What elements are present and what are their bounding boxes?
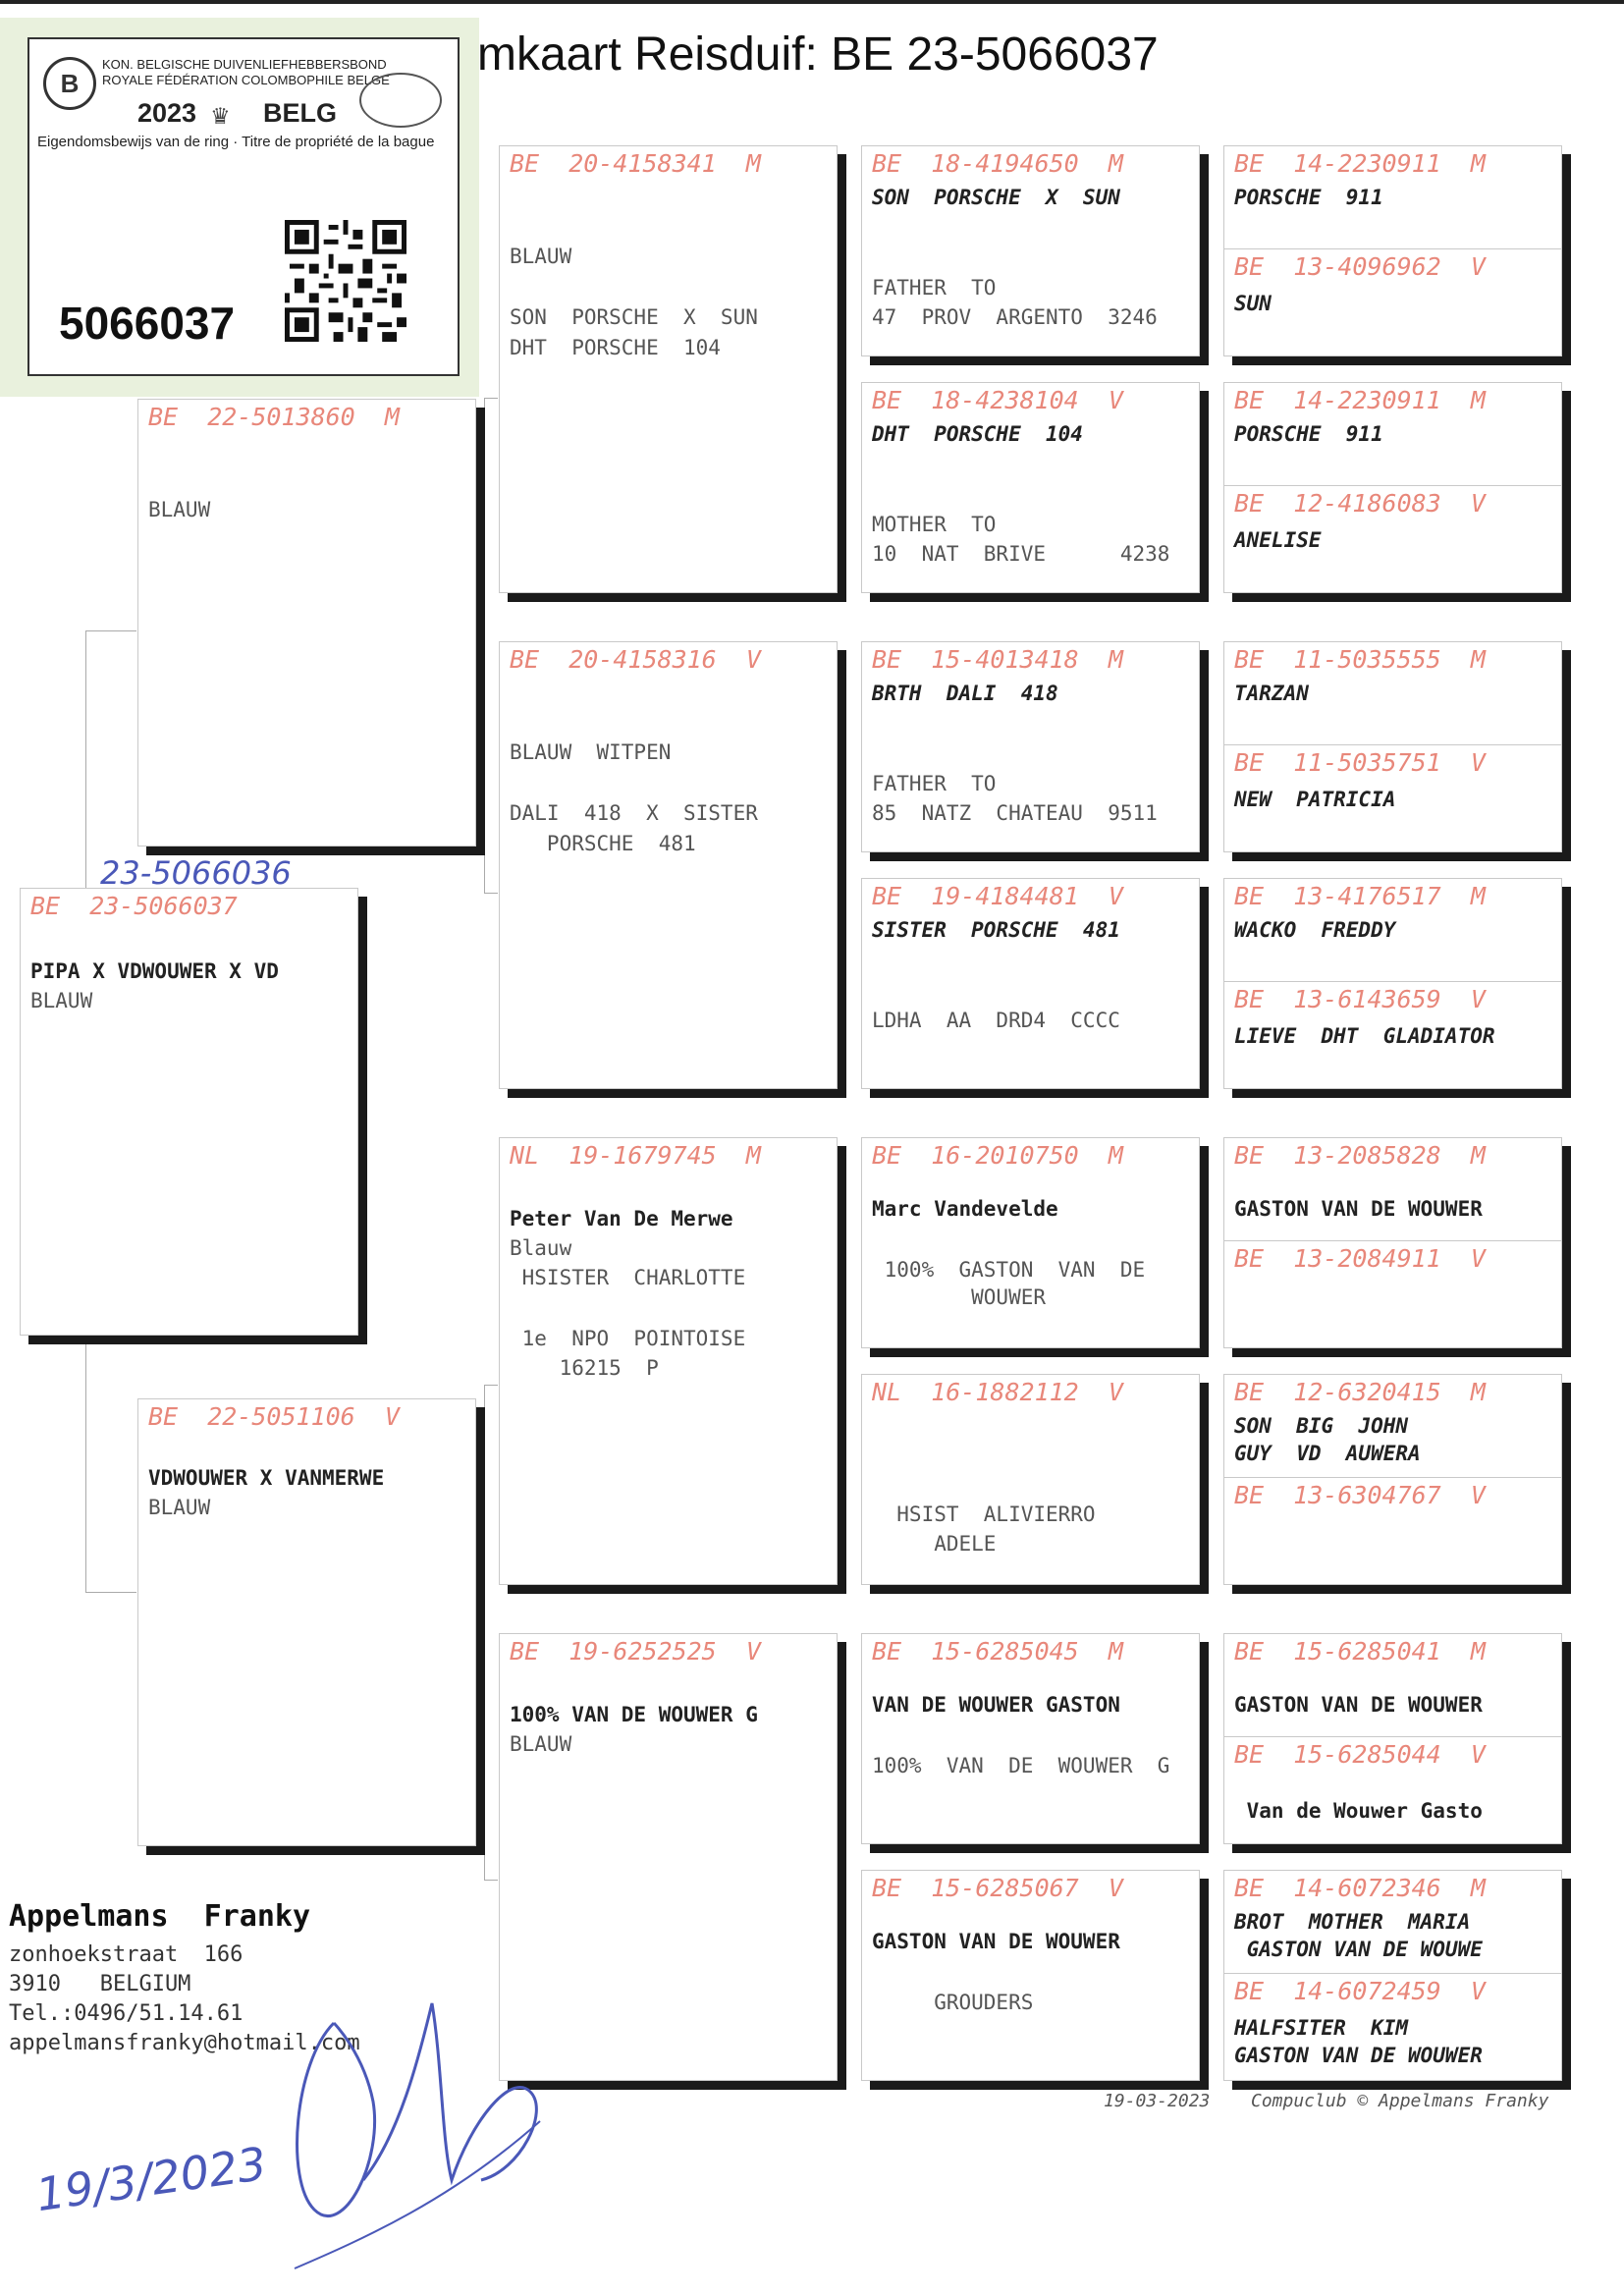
owner-email: appelmansfranky@hotmail.com bbox=[9, 2031, 360, 2055]
certificate-ring-number: 5066037 bbox=[59, 298, 236, 349]
gg-granddam-ring-number: BE 12-4186083 V bbox=[1234, 489, 1486, 518]
parent-ring-number: BE 22-5013860 M bbox=[148, 403, 400, 431]
page-title: mkaart Reisduif: BE 23-5066037 bbox=[477, 28, 1159, 81]
great-grandparent-ring-number: BE 15-6285045 M bbox=[872, 1637, 1123, 1666]
federation-line-1: KON. BELGISCHE DUIVENLIEFHEBBERSBOND bbox=[102, 57, 387, 72]
grandparent-line: BLAUW bbox=[510, 1732, 572, 1756]
gg-granddam-line: SUN bbox=[1234, 292, 1272, 315]
globe-logo-icon bbox=[359, 73, 442, 128]
owner-name: Appelmans Franky bbox=[9, 1899, 311, 1934]
connector-sire-parents bbox=[484, 398, 498, 894]
subject-bird-card bbox=[20, 888, 358, 1336]
ring-certificate bbox=[27, 37, 460, 376]
great-grandparent-line: 100% GASTON VAN DE bbox=[872, 1258, 1146, 1282]
great-great-grandparent-card bbox=[1223, 145, 1562, 356]
dam-card bbox=[137, 1398, 476, 1846]
parent-line: BLAUW bbox=[148, 1496, 211, 1519]
gg-granddam-ring-number: BE 13-2084911 V bbox=[1234, 1244, 1486, 1273]
great-great-grandparent-card bbox=[1223, 1870, 1562, 2081]
great-grandparent-line: LDHA AA DRD4 CCCC bbox=[872, 1009, 1120, 1032]
great-grandparent-ring-number: BE 18-4238104 V bbox=[872, 386, 1123, 414]
great-grandparent-line: VAN DE WOUWER GASTON bbox=[872, 1693, 1120, 1717]
gg-granddam-ring-number: BE 11-5035751 V bbox=[1234, 748, 1486, 777]
great-grandparent-line: 10 NAT BRIVE 4238 bbox=[872, 542, 1170, 566]
great-grandparent-line: DHT PORSCHE 104 bbox=[872, 422, 1083, 446]
great-grandparent-line: GASTON VAN DE WOUWER bbox=[872, 1930, 1120, 1953]
grandparent-card bbox=[499, 1137, 838, 1585]
great-grandparent-ring-number: BE 19-4184481 V bbox=[872, 882, 1123, 910]
grandparent-ring-number: BE 20-4158341 M bbox=[510, 149, 761, 178]
footer-date: 19-03-2023 bbox=[1104, 2091, 1211, 2111]
grandparent-line: PORSCHE 481 bbox=[510, 832, 696, 855]
great-grandparent-card bbox=[861, 1633, 1200, 1844]
gg-grandsire-ring-number: BE 11-5035555 M bbox=[1234, 645, 1486, 674]
great-grandparent-line: FATHER TO bbox=[872, 772, 997, 795]
gg-grandsire-line: PORSCHE 911 bbox=[1234, 186, 1383, 209]
card-divider bbox=[1224, 485, 1561, 486]
great-grandparent-ring-number: BE 15-6285067 V bbox=[872, 1874, 1123, 1902]
gg-granddam-ring-number: BE 13-4096962 V bbox=[1234, 252, 1486, 281]
parent-line: BLAUW bbox=[148, 498, 211, 521]
great-grandparent-line: SISTER PORSCHE 481 bbox=[872, 918, 1120, 942]
handwritten-ring-number: 23-5066036 bbox=[100, 854, 292, 892]
great-grandparent-line: 47 PROV ARGENTO 3246 bbox=[872, 305, 1158, 329]
card-divider bbox=[1224, 744, 1561, 745]
gg-grandsire-line: GASTON VAN DE WOUWER bbox=[1234, 1197, 1483, 1221]
gg-granddam-ring-number: BE 14-6072459 V bbox=[1234, 1977, 1486, 2005]
grandparent-line: 1e NPO POINTOISE bbox=[510, 1327, 746, 1350]
great-great-grandparent-card bbox=[1223, 1633, 1562, 1844]
owner-street: zonhoekstraat 166 bbox=[9, 1942, 244, 1967]
gg-grandsire-line: GASTON VAN DE WOUWER bbox=[1234, 1693, 1483, 1717]
grandparent-ring-number: BE 20-4158316 V bbox=[510, 645, 761, 674]
certificate-caption: Eigendomsbewijs van de ring · Titre de propriété de la bague bbox=[37, 134, 435, 150]
certificate-year: 2023 bbox=[137, 98, 197, 128]
federation-line-2: ROYALE FÉDÉRATION COLOMBOPHILE BELGE bbox=[102, 73, 390, 87]
great-grandparent-line: MOTHER TO bbox=[872, 513, 997, 536]
great-grandparent-line: GROUDERS bbox=[872, 1991, 1034, 2014]
gg-granddam-line: LIEVE DHT GLADIATOR bbox=[1234, 1024, 1495, 1048]
great-grandparent-card bbox=[861, 878, 1200, 1089]
great-grandparent-line: ADELE bbox=[872, 1532, 997, 1556]
gg-grandsire-line: TARZAN bbox=[1234, 682, 1309, 705]
great-grandparent-line: BRTH DALI 418 bbox=[872, 682, 1058, 705]
card-divider bbox=[1224, 1240, 1561, 1241]
great-grandparent-line: Marc Vandevelde bbox=[872, 1197, 1058, 1221]
great-grandparent-ring-number: BE 15-4013418 M bbox=[872, 645, 1123, 674]
header-rule bbox=[0, 0, 1624, 4]
grandparent-ring-number: BE 19-6252525 V bbox=[510, 1637, 761, 1666]
great-grandparent-card bbox=[861, 641, 1200, 852]
sire-card bbox=[137, 399, 476, 847]
grandparent-line: Peter Van De Merwe bbox=[510, 1207, 733, 1230]
gg-granddam-ring-number: BE 13-6304767 V bbox=[1234, 1481, 1486, 1509]
gg-grandsire-line: SON BIG JOHN bbox=[1234, 1414, 1409, 1438]
grandparent-line: 16215 P bbox=[510, 1356, 659, 1380]
card-divider bbox=[1224, 981, 1561, 982]
footer-credit: Compuclub © Appelmans Franky bbox=[1251, 2091, 1549, 2111]
gg-grandsire-ring-number: BE 14-6072346 M bbox=[1234, 1874, 1486, 1902]
great-great-grandparent-card bbox=[1223, 641, 1562, 852]
connector-dam-parents bbox=[484, 1385, 498, 1881]
card-divider bbox=[1224, 1973, 1561, 1974]
subject-line: BLAUW bbox=[30, 989, 93, 1012]
gg-grandsire-ring-number: BE 13-4176517 M bbox=[1234, 882, 1486, 910]
owner-phone: Tel.:0496/51.14.61 bbox=[9, 2001, 244, 2026]
great-grandparent-line: SON PORSCHE X SUN bbox=[872, 186, 1120, 209]
qr-code-icon bbox=[285, 220, 406, 342]
great-grandparent-card bbox=[861, 1137, 1200, 1348]
grandparent-line: SON PORSCHE X SUN bbox=[510, 305, 758, 329]
grandparent-line: HSISTER CHARLOTTE bbox=[510, 1266, 746, 1289]
parent-ring-number: BE 22-5051106 V bbox=[148, 1402, 400, 1431]
grandparent-line: 100% VAN DE WOUWER G bbox=[510, 1703, 758, 1726]
great-grandparent-line: WOUWER bbox=[872, 1285, 1047, 1309]
card-divider bbox=[1224, 1477, 1561, 1478]
gg-granddam-line: Van de Wouwer Gasto bbox=[1234, 1799, 1483, 1823]
gg-granddam-ring-number: BE 15-6285044 V bbox=[1234, 1740, 1486, 1769]
federation-logo: B bbox=[43, 57, 96, 110]
gg-granddam-ring-number: BE 13-6143659 V bbox=[1234, 985, 1486, 1013]
great-grandparent-line: HSIST ALIVIERRO bbox=[872, 1503, 1096, 1526]
great-grandparent-card bbox=[861, 145, 1200, 356]
gg-grandsire-ring-number: BE 12-6320415 M bbox=[1234, 1378, 1486, 1406]
grandparent-ring-number: NL 19-1679745 M bbox=[510, 1141, 761, 1170]
great-great-grandparent-card bbox=[1223, 1137, 1562, 1348]
grandparent-line: BLAUW WITPEN bbox=[510, 740, 672, 764]
great-grandparent-card bbox=[861, 1870, 1200, 2081]
great-grandparent-line: 85 NATZ CHATEAU 9511 bbox=[872, 801, 1158, 825]
great-grandparent-card bbox=[861, 1374, 1200, 1585]
grandparent-line: BLAUW bbox=[510, 245, 572, 268]
great-great-grandparent-card bbox=[1223, 382, 1562, 593]
gg-granddam-line: ANELISE bbox=[1234, 528, 1322, 552]
gg-grandsire-line: GASTON VAN DE WOUWE bbox=[1234, 1938, 1483, 1961]
card-divider bbox=[1224, 1736, 1561, 1737]
great-grandparent-line: FATHER TO bbox=[872, 276, 997, 300]
gg-grandsire-line: WACKO FREDDY bbox=[1234, 918, 1396, 942]
handwritten-signature bbox=[275, 1984, 560, 2278]
great-great-grandparent-card bbox=[1223, 1374, 1562, 1585]
gg-grandsire-ring-number: BE 13-2085828 M bbox=[1234, 1141, 1486, 1170]
card-divider bbox=[1224, 248, 1561, 249]
great-grandparent-ring-number: BE 18-4194650 M bbox=[872, 149, 1123, 178]
grandparent-card bbox=[499, 145, 838, 593]
grandparent-line: DALI 418 X SISTER bbox=[510, 801, 758, 825]
owner-city: 3910 BELGIUM bbox=[9, 1972, 191, 1996]
gg-granddam-line: HALFSITER KIM bbox=[1234, 2016, 1409, 2040]
subject-ring-number: BE 23-5066037 bbox=[30, 892, 238, 920]
great-great-grandparent-card bbox=[1223, 878, 1562, 1089]
gg-grandsire-ring-number: BE 14-2230911 M bbox=[1234, 149, 1486, 178]
certificate-country: BELG bbox=[263, 98, 338, 128]
crown-icon: ♛ bbox=[212, 98, 229, 131]
great-grandparent-line: 100% VAN DE WOUWER G bbox=[872, 1754, 1170, 1777]
great-grandparent-card bbox=[861, 382, 1200, 593]
gg-granddam-line: NEW PATRICIA bbox=[1234, 788, 1396, 811]
grandparent-card bbox=[499, 641, 838, 1089]
parent-line: VDWOUWER X VANMERWE bbox=[148, 1466, 385, 1490]
handwritten-date: 19/3/2023 bbox=[32, 2136, 270, 2222]
gg-grandsire-ring-number: BE 14-2230911 M bbox=[1234, 386, 1486, 414]
great-grandparent-ring-number: NL 16-1882112 V bbox=[872, 1378, 1123, 1406]
great-grandparent-ring-number: BE 16-2010750 M bbox=[872, 1141, 1123, 1170]
gg-grandsire-ring-number: BE 15-6285041 M bbox=[1234, 1637, 1486, 1666]
subject-line: PIPA X VDWOUWER X VD bbox=[30, 959, 279, 983]
gg-grandsire-line: GUY VD AUWERA bbox=[1234, 1442, 1421, 1465]
gg-grandsire-line: PORSCHE 911 bbox=[1234, 422, 1383, 446]
gg-grandsire-line: BROT MOTHER MARIA bbox=[1234, 1910, 1471, 1934]
grandparent-line: Blauw bbox=[510, 1236, 572, 1260]
gg-granddam-line: GASTON VAN DE WOUWER bbox=[1234, 2044, 1483, 2067]
grandparent-line: DHT PORSCHE 104 bbox=[510, 336, 721, 359]
